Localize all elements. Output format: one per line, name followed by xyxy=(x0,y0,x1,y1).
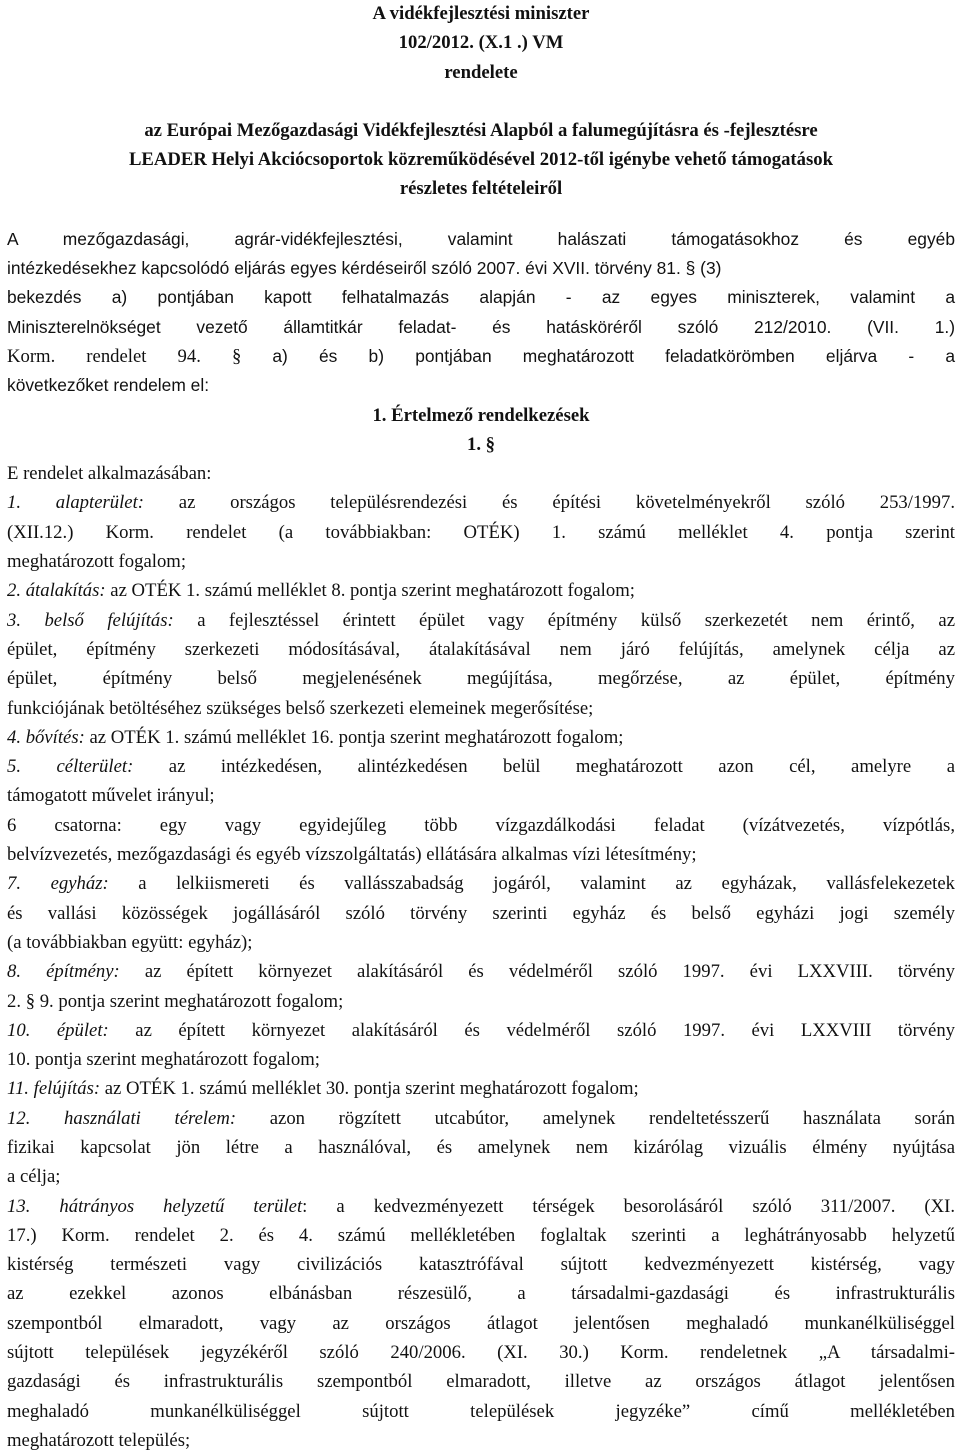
definition-text: az ezekkel azonos elbánásban részesülő, a társadalmi-gazdasági és infrastrukturális xyxy=(7,1283,955,1305)
definition-text: fizikai kapcsolat jön létre a használóval, és amelynek nem kizárólag vizuális élmény nyújtása xyxy=(7,1136,955,1158)
definition-term: belső felújítás: xyxy=(44,609,174,631)
definition-text: az épített környezet alakításáról és védelméről szóló 1997. évi LXXVIII. törvény xyxy=(119,961,955,983)
definition-text: épület, építmény szerkezeti módosításával, átalakításával nem járó felújítás, amelynek célja az xyxy=(7,638,955,660)
definition-line xyxy=(7,1250,955,1279)
definition-number: 2. xyxy=(7,580,22,602)
definition-text: szempontból elmaradott, vagy az országos átlagot jelentősen meghaladó munkanélküliséggel xyxy=(7,1312,955,1334)
definition-line xyxy=(7,811,955,840)
definition-term: célterület: xyxy=(56,756,134,778)
definition-item xyxy=(7,752,955,811)
definition-item xyxy=(7,1192,955,1455)
definition-line xyxy=(7,694,955,723)
definition-text: belvízvezetés, mezőgazdasági és egyéb vízszolgáltatás) ellátására alkalmas vízi létesítmény; xyxy=(7,844,697,866)
preamble-line-2-end: (3) xyxy=(700,258,722,279)
definition-line xyxy=(7,928,955,957)
definition-line xyxy=(7,518,955,547)
definition-line xyxy=(7,723,955,752)
definition-term: hátrányos helyzetű terület xyxy=(59,1195,303,1217)
definition-text: épület, építmény belső megjelenésének megújítása, megőrzése, az épület, építmény xyxy=(7,668,955,690)
definition-text: és vallási közösségek jogállásáról szóló törvény szerinti egyház és belső egyházi jogi személy xyxy=(7,902,955,924)
definition-line xyxy=(7,1016,955,1045)
definition-item xyxy=(7,723,955,752)
definition-line xyxy=(7,1104,955,1133)
definition-item xyxy=(7,957,955,1016)
definition-text: a fejlesztéssel érintett épület vagy építmény külső szerkezetét nem érintő, az xyxy=(173,609,955,631)
preamble-line-6: következőket rendelem el: xyxy=(7,375,210,396)
paragraph-sign: § xyxy=(25,990,36,1012)
definition-text: támogatott művelet irányul; xyxy=(7,785,215,807)
preamble-line-4: Miniszterelnökséget vezető államtitkár feladat- és hatásköréről szóló 212/2010. (VII. 1.) xyxy=(7,316,955,337)
definition-number: 13. xyxy=(7,1195,31,1217)
preamble xyxy=(7,225,955,401)
definition-line xyxy=(7,664,955,693)
decree-number: 102/2012. (X.1 .) VM xyxy=(398,32,564,54)
definition-text: az OTÉK 1. számú melléklet 16. pontja szerint meghatározott fogalom; xyxy=(84,726,624,748)
section-intro: E rendelet alkalmazásában: xyxy=(7,463,212,485)
definition-term: használati térelem: xyxy=(64,1107,237,1129)
definition-text: meghatározott fogalom; xyxy=(7,551,187,573)
definition-number: 7. xyxy=(7,873,22,895)
definition-line xyxy=(7,1309,955,1338)
definition-line xyxy=(7,1045,955,1074)
definition-text: az OTÉK 1. számú melléklet 8. pontja szerint meghatározott fogalom; xyxy=(105,580,635,602)
definition-text: 10. pontja szerint meghatározott fogalom; xyxy=(7,1049,320,1071)
definition-text: az épített környezet alakításáról és védelméről szóló 1997. évi LXXVIII törvény xyxy=(108,1019,956,1041)
definition-line xyxy=(7,1162,955,1191)
decree-label: rendelete xyxy=(444,61,518,83)
definition-number: 6 xyxy=(7,814,17,836)
definition-number: 10. xyxy=(7,1019,31,1041)
definition-item xyxy=(7,1104,955,1192)
definition-number: 3. xyxy=(7,609,22,631)
definition-line xyxy=(7,1279,955,1308)
definition-line xyxy=(7,488,955,517)
definition-line xyxy=(7,547,955,576)
definition-line xyxy=(7,1221,955,1250)
document-header xyxy=(7,0,955,204)
definition-line xyxy=(7,576,955,605)
definition-line xyxy=(7,1133,955,1162)
definition-text: funkciójának betöltéséhez szükséges belső szerkezeti elemeinek megerősítése; xyxy=(7,697,594,719)
preamble-line-5 xyxy=(7,342,955,371)
paragraph-number xyxy=(7,430,955,459)
document-page xyxy=(7,0,955,1455)
paragraph-num-text: 1. xyxy=(466,433,481,455)
preamble-line-5-end: a) és b) pontjában meghatározott feladatkörömben eljárva - a xyxy=(272,345,956,366)
definition-line xyxy=(7,1338,955,1367)
definitions-list xyxy=(7,488,955,1455)
preamble-line-2-text: intézkedésekhez kapcsolódó eljárás egyes kérdéseiről szóló 2007. évi XVII. törvény 81. xyxy=(7,258,681,279)
definition-text: 9. pontja szerint meghatározott fogalom; xyxy=(39,990,344,1012)
subject-line-2: LEADER Helyi Akciócsoportok közreműködésével 2012-től igénybe vehető támogatások xyxy=(128,149,834,171)
definition-term: építmény: xyxy=(46,961,120,983)
preamble-line-5-start: Korm. rendelet 94. xyxy=(7,345,201,367)
definition-text: a célja; xyxy=(7,1166,61,1188)
definition-text: meghatározott település; xyxy=(7,1429,191,1451)
definition-item xyxy=(7,1074,955,1103)
definition-number: 12. xyxy=(7,1107,31,1129)
preamble-line-2 xyxy=(7,254,955,283)
definition-line xyxy=(7,1192,955,1221)
definition-line xyxy=(7,899,955,928)
subject-line-3: részletes feltételeiről xyxy=(399,178,563,200)
definition-item xyxy=(7,1016,955,1075)
definition-item xyxy=(7,869,955,957)
definition-text: gazdasági és infrastrukturális szempontból elmaradott, illetve az országos átlagot jelentősen xyxy=(7,1371,955,1393)
definition-item xyxy=(7,606,955,723)
definition-text: a lelkiismereti és vallásszabadság jogáról, valamint az egyházak, vallásfelekezetek xyxy=(108,873,955,895)
definition-number: 11. xyxy=(7,1078,29,1100)
definition-number: 1. xyxy=(7,492,22,514)
definition-line xyxy=(7,1367,955,1396)
paragraph-sign: § xyxy=(485,433,496,455)
definition-line xyxy=(7,781,955,810)
paragraph-sign: § xyxy=(231,345,242,367)
definition-term: alapterület: xyxy=(55,492,145,514)
definition-text: az intézkedésen, alintézkedésen belül meghatározott azon cél, amelyre a xyxy=(133,756,955,778)
definition-term: csatorna: xyxy=(54,814,122,836)
definition-line xyxy=(7,957,955,986)
definition-line xyxy=(7,606,955,635)
definition-line xyxy=(7,1426,955,1455)
definition-text: (XII.12.) Korm. rendelet (a továbbiakban: OTÉK) 1. számú melléklet 4. pontja szerint xyxy=(7,521,955,543)
definition-line xyxy=(7,840,955,869)
definition-line xyxy=(7,869,955,898)
definition-number: 8. xyxy=(7,961,22,983)
preamble-line-3: bekezdés a) pontjában kapott felhatalmazás alapján - az egyes miniszterek, valamint a xyxy=(7,287,955,308)
definition-term: átalakítás: xyxy=(25,580,106,602)
definition-term: bővítés: xyxy=(25,726,85,748)
definition-term: épület: xyxy=(56,1019,109,1041)
definition-text: 17.) Korm. rendelet 2. és 4. számú mellékletében foglaltak szerinti a leghátrányosabb helyzetű xyxy=(7,1224,955,1246)
definition-term: egyház: xyxy=(50,873,109,895)
definition-text: meghaladó munkanélküliséggel sújtott települések jegyzéke” című mellékletében xyxy=(7,1400,955,1422)
subject-line-1: az Európai Mezőgazdasági Vidékfejlesztési Alapból a falumegújításra és -fejlesztésre xyxy=(144,119,818,141)
definition-line xyxy=(7,1397,955,1426)
definition-text: sújtott települések jegyzékéről szóló 240/2006. (XI. 30.) Korm. rendeletnek „A társadalmi- xyxy=(7,1342,955,1364)
definition-number: 5. xyxy=(7,756,22,778)
definition-line xyxy=(7,752,955,781)
definition-text: egy vagy egyidejűleg több vízgazdálkodási feladat (vízátvezetés, vízpótlás, xyxy=(121,814,956,836)
definition-text: az országos településrendezési és építési követelményekről szóló 253/1997. xyxy=(144,492,956,514)
definition-text: 2. xyxy=(7,990,22,1012)
issuer-line: A vidékfejlesztési miniszter xyxy=(372,3,590,24)
definition-line xyxy=(7,635,955,664)
preamble-line-1: A mezőgazdasági, agrár-vidékfejlesztési, valamint halászati támogatásokhoz és egyéb xyxy=(7,228,955,249)
definition-number: 4. xyxy=(7,726,22,748)
definition-line xyxy=(7,987,955,1016)
definition-text: : a kedvezményezett térségek besorolásáról szóló 311/2007. (XI. xyxy=(302,1195,955,1217)
definition-text: az OTÉK 1. számú melléklet 30. pontja szerint meghatározott fogalom; xyxy=(100,1078,639,1100)
definition-text: kistérség természeti vagy civilizációs katasztrófával sújtott kedvezményezett kistérség, vagy xyxy=(7,1254,955,1276)
definition-term: felújítás: xyxy=(33,1078,101,1100)
definition-text: (a továbbiakban együtt: egyház); xyxy=(7,931,253,953)
definition-text: azon rögzített utcabútor, amelynek rendeltetésszerű használata során xyxy=(236,1107,955,1129)
definition-line xyxy=(7,1074,955,1103)
definition-item xyxy=(7,488,955,576)
definition-item xyxy=(7,576,955,605)
paragraph-sign: § xyxy=(685,258,696,279)
definition-item xyxy=(7,811,955,870)
section-heading: 1. Értelmező rendelkezések xyxy=(372,404,590,426)
